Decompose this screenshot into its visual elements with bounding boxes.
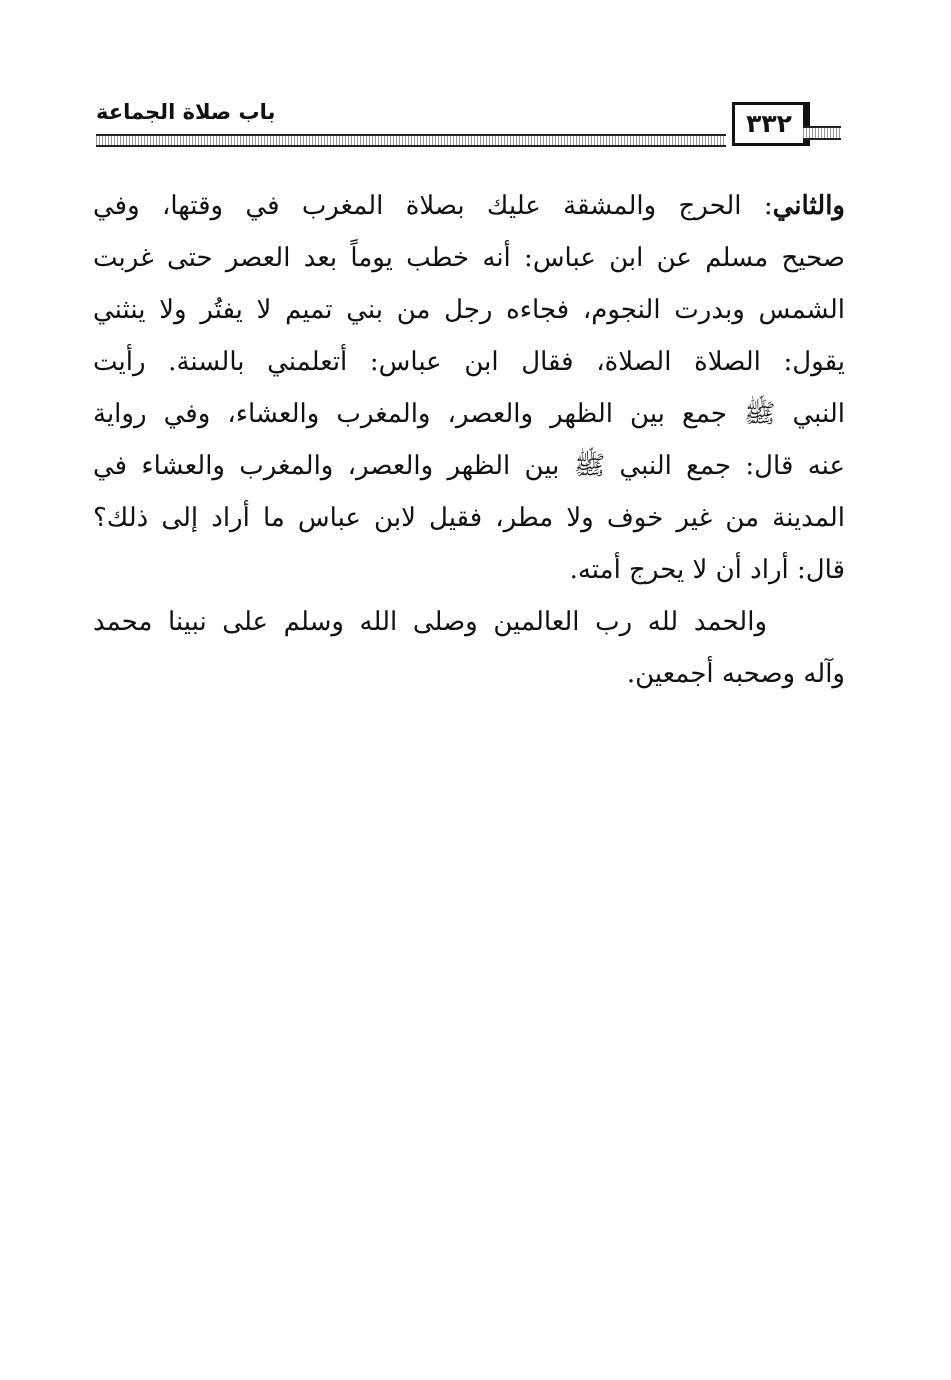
page-number: ٣٣٢ (732, 102, 810, 146)
lead-word: والثاني (772, 191, 845, 221)
text-line: عنه قال: جمع النبي ﷺ بين الظهر والعصر، والمغرب والعشاء في (93, 451, 845, 481)
text-line: قال: أراد أن لا يحرج أمته. (569, 555, 845, 585)
text-line: والحمد لله رب العالمين وصلى الله وسلم على نبينا محمد (93, 607, 767, 637)
text-line: وآله وصحبه أجمعين. (626, 659, 845, 689)
header-rule-end (803, 126, 841, 140)
text-line: صحيح مسلم عن ابن عباس: أنه خطب يوماً بعد العصر حتى غربت (93, 243, 845, 273)
page-body (93, 180, 845, 700)
text-line: الشمس وبدرت النجوم، فجاءه رجل من بني تميم لا يفتُر ولا ينثني (93, 295, 845, 325)
header-rule (96, 134, 726, 147)
paragraph (93, 596, 845, 700)
paragraph (93, 180, 845, 596)
line-text: : الحرج والمشقة عليك بصلاة المغرب في وقتها، وفي (93, 191, 773, 221)
page-header (96, 96, 841, 152)
text-line: يقول: الصلاة الصلاة، فقال ابن عباس: أتعلمني بالسنة. رأيت (93, 347, 845, 377)
text-line (93, 180, 845, 232)
text-line: النبي ﷺ جمع بين الظهر والعصر، والمغرب والعشاء، وفي رواية (93, 399, 845, 429)
text-line: المدينة من غير خوف ولا مطر، فقيل لابن عباس ما أراد إلى ذلك؟ (93, 503, 845, 533)
running-title: باب صلاة الجماعة (96, 100, 276, 124)
